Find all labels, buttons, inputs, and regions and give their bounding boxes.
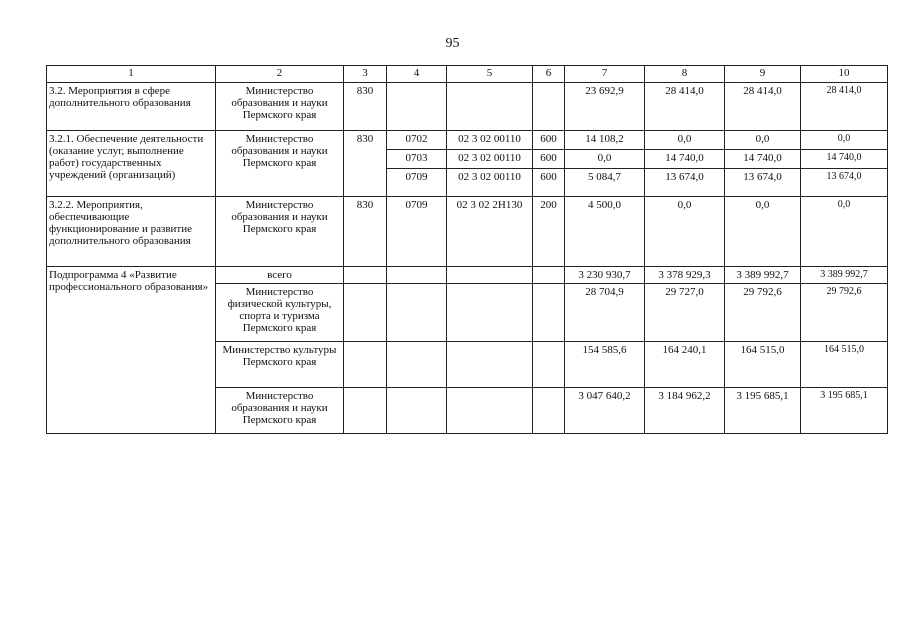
row-grbs: 830 bbox=[344, 83, 387, 131]
page-number: 95 bbox=[445, 36, 460, 51]
row-org: Министерство образования и науки Пермского края bbox=[216, 197, 344, 267]
header-row bbox=[47, 66, 888, 83]
row-section: 0703 bbox=[387, 150, 447, 169]
row-value-9: 29 792,6 bbox=[725, 284, 801, 342]
row-value-10: 164 515,0 bbox=[801, 342, 888, 388]
header-cell: 1 bbox=[47, 66, 216, 83]
table-row bbox=[47, 83, 888, 131]
row-value-10: 0,0 bbox=[801, 131, 888, 150]
row-value-10: 29 792,6 bbox=[801, 284, 888, 342]
row-vr: 600 bbox=[533, 131, 565, 150]
row-value-10: 28 414,0 bbox=[801, 83, 888, 131]
row-value-7: 3 230 930,7 bbox=[565, 267, 645, 284]
row-value-7: 0,0 bbox=[565, 150, 645, 169]
table-row bbox=[47, 131, 888, 150]
header-cell: 7 bbox=[565, 66, 645, 83]
row-value-9: 0,0 bbox=[725, 131, 801, 150]
row-org: Министерство физической культуры, спорта и туризма Пермского края bbox=[216, 284, 344, 342]
header-cell: 10 bbox=[801, 66, 888, 83]
row-value-10: 13 674,0 bbox=[801, 169, 888, 197]
row-value-8: 3 184 962,2 bbox=[645, 388, 725, 434]
row-org: всего bbox=[216, 267, 344, 284]
row-section bbox=[387, 388, 447, 434]
row-org: Министерство культуры Пермского края bbox=[216, 342, 344, 388]
row-section: 0702 bbox=[387, 131, 447, 150]
row-value-10: 0,0 bbox=[801, 197, 888, 267]
header-cell: 2 bbox=[216, 66, 344, 83]
header-cell: 5 bbox=[447, 66, 533, 83]
row-grbs: 830 bbox=[344, 131, 387, 197]
row-csr bbox=[447, 267, 533, 284]
row-value-8: 164 240,1 bbox=[645, 342, 725, 388]
row-grbs bbox=[344, 284, 387, 342]
budget-table bbox=[46, 65, 888, 434]
header-cell: 8 bbox=[645, 66, 725, 83]
header-cell: 3 bbox=[344, 66, 387, 83]
row-value-7: 5 084,7 bbox=[565, 169, 645, 197]
row-value-9: 3 389 992,7 bbox=[725, 267, 801, 284]
row-vr: 600 bbox=[533, 150, 565, 169]
row-value-7: 154 585,6 bbox=[565, 342, 645, 388]
row-grbs bbox=[344, 267, 387, 284]
row-value-8: 0,0 bbox=[645, 197, 725, 267]
row-grbs: 830 bbox=[344, 197, 387, 267]
row-value-9: 13 674,0 bbox=[725, 169, 801, 197]
row-grbs bbox=[344, 342, 387, 388]
row-vr: 200 bbox=[533, 197, 565, 267]
row-value-8: 13 674,0 bbox=[645, 169, 725, 197]
row-section bbox=[387, 342, 447, 388]
row-vr bbox=[533, 342, 565, 388]
row-value-9: 0,0 bbox=[725, 197, 801, 267]
row-csr: 02 3 02 00110 bbox=[447, 169, 533, 197]
row-name: 3.2. Мероприятия в сфере дополнительного образования bbox=[47, 83, 216, 131]
table-row bbox=[47, 267, 888, 284]
row-name: 3.2.1. Обеспечение деятельности (оказание услуг, выполнение работ) государственных учреждений (организаций) bbox=[47, 131, 216, 197]
row-value-8: 0,0 bbox=[645, 131, 725, 150]
row-value-8: 29 727,0 bbox=[645, 284, 725, 342]
row-value-8: 28 414,0 bbox=[645, 83, 725, 131]
header-cell: 4 bbox=[387, 66, 447, 83]
row-grbs bbox=[344, 388, 387, 434]
row-csr bbox=[447, 284, 533, 342]
row-csr: 02 3 02 00110 bbox=[447, 131, 533, 150]
row-value-10: 14 740,0 bbox=[801, 150, 888, 169]
row-csr bbox=[447, 388, 533, 434]
row-section: 0709 bbox=[387, 197, 447, 267]
row-value-10: 3 389 992,7 bbox=[801, 267, 888, 284]
row-org: Министерство образования и науки Пермского края bbox=[216, 83, 344, 131]
row-org: Министерство образования и науки Пермского края bbox=[216, 388, 344, 434]
row-value-9: 164 515,0 bbox=[725, 342, 801, 388]
row-vr bbox=[533, 83, 565, 131]
header-cell: 6 bbox=[533, 66, 565, 83]
row-value-9: 3 195 685,1 bbox=[725, 388, 801, 434]
row-section bbox=[387, 267, 447, 284]
row-csr: 02 3 02 2Н130 bbox=[447, 197, 533, 267]
row-vr bbox=[533, 267, 565, 284]
row-value-9: 28 414,0 bbox=[725, 83, 801, 131]
row-value-7: 4 500,0 bbox=[565, 197, 645, 267]
row-value-7: 28 704,9 bbox=[565, 284, 645, 342]
row-value-9: 14 740,0 bbox=[725, 150, 801, 169]
row-value-8: 3 378 929,3 bbox=[645, 267, 725, 284]
table-row bbox=[47, 197, 888, 267]
row-value-7: 14 108,2 bbox=[565, 131, 645, 150]
row-name: Подпрограмма 4 «Развитие профессионального образования» bbox=[47, 267, 216, 434]
row-vr: 600 bbox=[533, 169, 565, 197]
row-section bbox=[387, 83, 447, 131]
row-value-10: 3 195 685,1 bbox=[801, 388, 888, 434]
row-vr bbox=[533, 284, 565, 342]
header-cell: 9 bbox=[725, 66, 801, 83]
row-csr: 02 3 02 00110 bbox=[447, 150, 533, 169]
row-section bbox=[387, 284, 447, 342]
row-csr bbox=[447, 342, 533, 388]
row-value-8: 14 740,0 bbox=[645, 150, 725, 169]
row-org: Министерство образования и науки Пермского края bbox=[216, 131, 344, 197]
row-name: 3.2.2. Мероприятия, обеспечивающие функционирование и развитие дополнительного образования bbox=[47, 197, 216, 267]
row-value-7: 3 047 640,2 bbox=[565, 388, 645, 434]
row-vr bbox=[533, 388, 565, 434]
row-section: 0709 bbox=[387, 169, 447, 197]
row-csr bbox=[447, 83, 533, 131]
row-value-7: 23 692,9 bbox=[565, 83, 645, 131]
